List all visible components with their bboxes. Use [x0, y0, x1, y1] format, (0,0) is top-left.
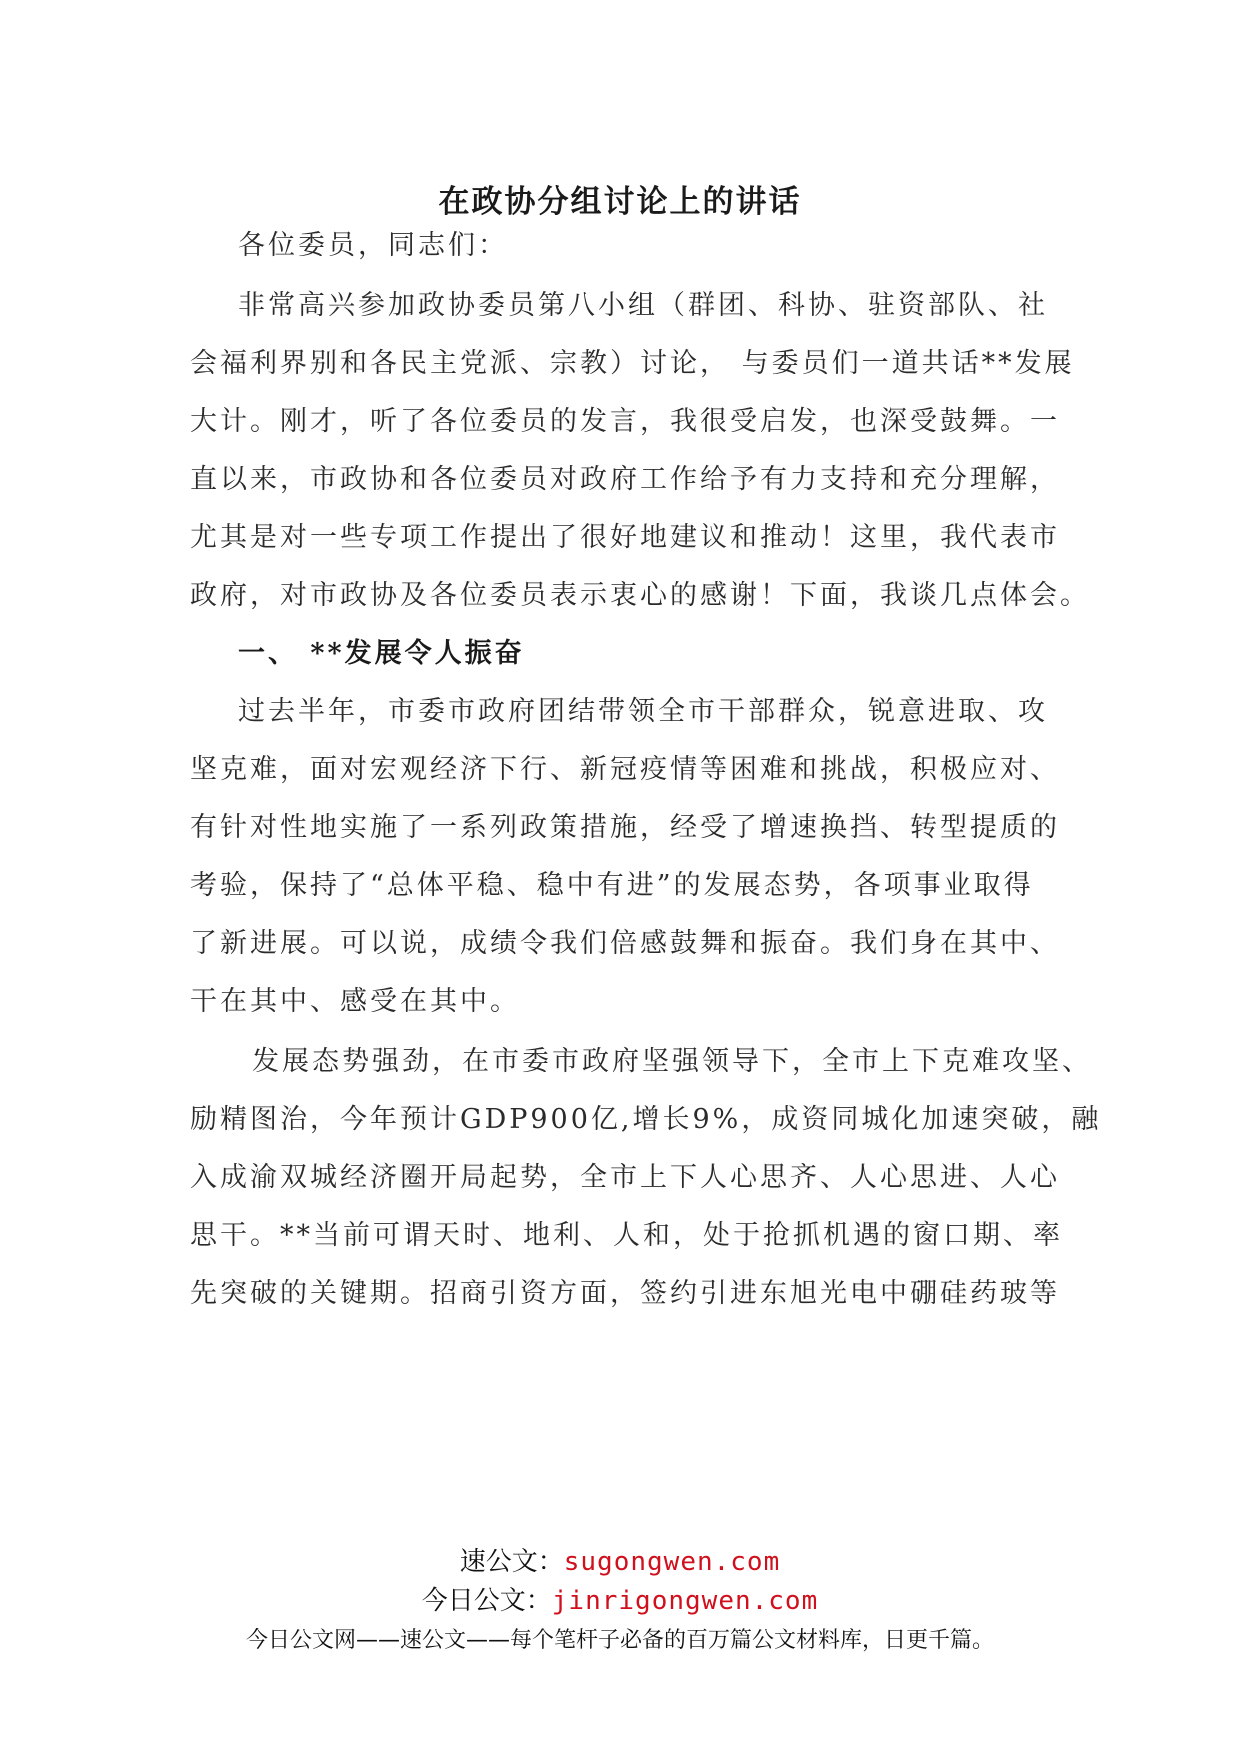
footer-line-sugongwen [0, 1541, 1240, 1578]
intro-line: 尤其是对一些专项工作提出了很好地建议和推动！这里，我代表市 [190, 522, 1060, 553]
footer-label: 今日公文： [421, 1586, 552, 1616]
intro-line: 直以来，市政协和各位委员对政府工作给予有力支持和充分理解， [190, 464, 1060, 495]
intro-line: 会福利界别和各民主党派、宗教）讨论， 与委员们一道共话**发展 [190, 348, 1075, 379]
body-line: 有针对性地实施了一系列政策措施，经受了增速换挡、转型提质的 [190, 812, 1060, 843]
body-line: 入成渝双城经济圈开局起势，全市上下人心思齐、人心思进、人心 [190, 1162, 1060, 1193]
footer-label: 速公文： [459, 1547, 564, 1577]
jinrigongwen-link[interactable]: jinrigongwen.com [551, 1586, 819, 1616]
body-line: 干在其中、感受在其中。 [190, 986, 520, 1017]
body-line: 考验，保持了“总体平稳、稳中有进”的发展态势，各项事业取得 [190, 870, 1034, 901]
body-line: 过去半年，市委市政府团结带领全市干部群众，锐意进取、攻 [238, 696, 1048, 727]
body-line: 坚克难，面对宏观经济下行、新冠疫情等困难和挑战，积极应对、 [190, 754, 1060, 785]
section-heading: 一、 **发展令人振奋 [238, 638, 525, 669]
body-line: 先突破的关键期。招商引资方面，签约引进东旭光电中硼硅药玻等 [190, 1278, 1060, 1309]
body-line: 励精图治，今年预计GDP900亿,增长9%，成资同城化加速突破，融 [190, 1104, 1102, 1135]
intro-line: 大计。刚才，听了各位委员的发言，我很受启发，也深受鼓舞。一 [190, 406, 1060, 437]
footer-line-jinrigongwen [0, 1580, 1240, 1617]
body-line: 思干。**当前可谓天时、地利、人和，处于抢抓机遇的窗口期、率 [190, 1220, 1063, 1251]
footer-slogan: 今日公文网——速公文——每个笔杆子必备的百万篇公文材料库，日更千篇。 [245, 1628, 994, 1653]
salutation: 各位委员，同志们： [238, 230, 508, 261]
intro-line: 政府，对市政协及各位委员表示衷心的感谢！下面，我谈几点体会。 [190, 580, 1090, 611]
sugongwen-link[interactable]: sugongwen.com [563, 1547, 781, 1577]
intro-line: 非常高兴参加政协委员第八小组（群团、科协、驻资部队、社 [238, 290, 1048, 321]
page-title: 在政协分组讨论上的讲话 [438, 184, 802, 220]
body-line: 发展态势强劲，在市委市政府坚强领导下，全市上下克难攻坚、 [252, 1046, 1092, 1077]
body-line: 了新进展。可以说，成绩令我们倍感鼓舞和振奋。我们身在其中、 [190, 928, 1060, 959]
